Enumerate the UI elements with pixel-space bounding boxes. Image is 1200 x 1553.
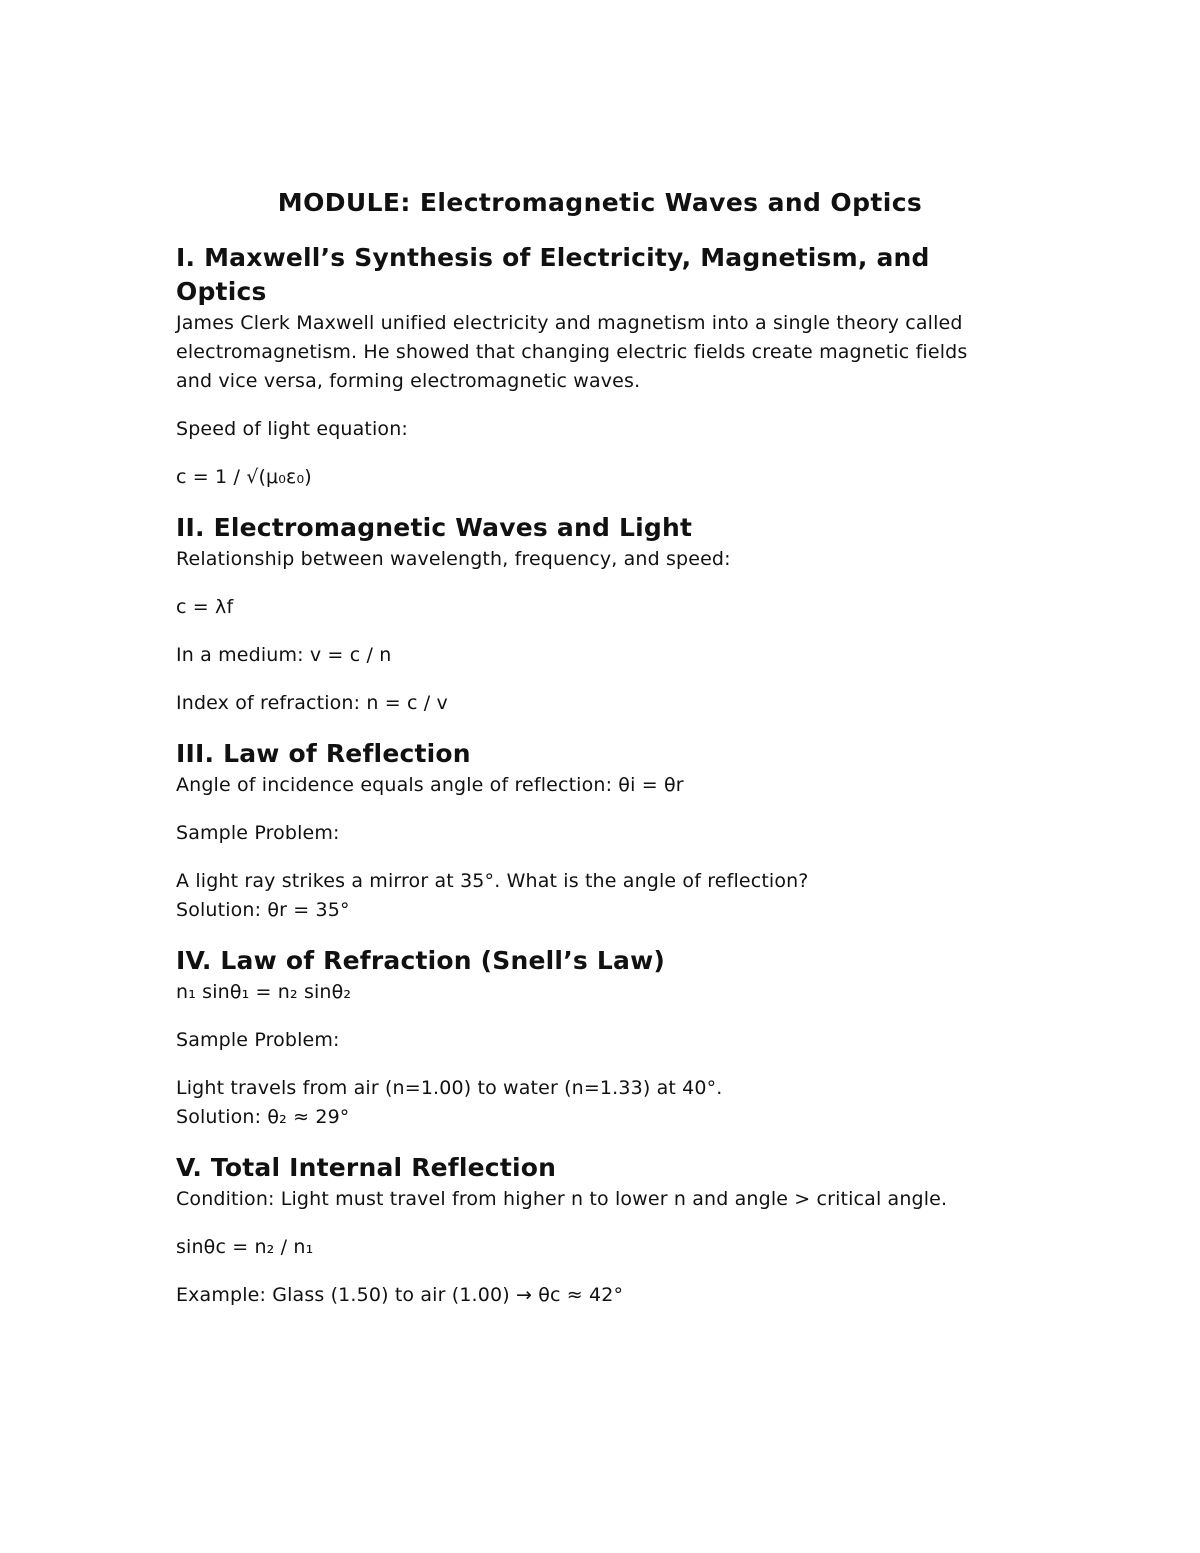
section-5-heading: V. Total Internal Reflection [176, 1153, 557, 1182]
tir-example: Example: Glass (1.50) to air (1.00) → θc ≈ 42° [176, 1284, 624, 1306]
wave-equation: c = λf [176, 596, 234, 618]
refraction-sample-label: Sample Problem: [176, 1029, 340, 1051]
snells-law-equation: n₁ sinθ₁ = n₂ sinθ₂ [176, 981, 352, 1003]
section-3-heading: III. Law of Reflection [176, 739, 471, 768]
refraction-index-equation: Index of refraction: n = c / v [176, 692, 448, 714]
section-1-heading: I. Maxwell’s Synthesis of Electricity, Magnetism, and Optics [176, 243, 930, 306]
section-4-heading: IV. Law of Refraction (Snell’s Law) [176, 946, 666, 975]
reflection-problem: A light ray strikes a mirror at 35°. What is the angle of reflection? [176, 870, 809, 892]
section-1-body: James Clerk Maxwell unified electricity and magnetism into a single theory called electromagnetism. He showed that changing electric fields create magnetic fields and vice versa, forming electromagnetic waves. [176, 312, 968, 392]
critical-angle-equation: sinθc = n₂ / n₁ [176, 1236, 314, 1258]
reflection-law-text: Angle of incidence equals angle of reflection: θi = θr [176, 774, 684, 796]
speed-of-light-label: Speed of light equation: [176, 418, 408, 440]
tir-condition: Condition: Light must travel from higher n to lower n and angle > critical angle. [176, 1188, 948, 1210]
medium-equation: In a medium: v = c / n [176, 644, 392, 666]
speed-of-light-equation: c = 1 / √(μ₀ε₀) [176, 466, 312, 488]
refraction-solution: Solution: θ₂ ≈ 29° [176, 1106, 350, 1128]
refraction-problem: Light travels from air (n=1.00) to water (n=1.33) at 40°. [176, 1077, 723, 1099]
wave-relationship-text: Relationship between wavelength, frequency, and speed: [176, 548, 731, 570]
section-2-heading: II. Electromagnetic Waves and Light [176, 513, 693, 542]
page-title: MODULE: Electromagnetic Waves and Optics [277, 188, 923, 217]
document-page [176, 186, 1006, 1310]
reflection-sample-label: Sample Problem: [176, 822, 340, 844]
reflection-solution: Solution: θr = 35° [176, 899, 350, 921]
